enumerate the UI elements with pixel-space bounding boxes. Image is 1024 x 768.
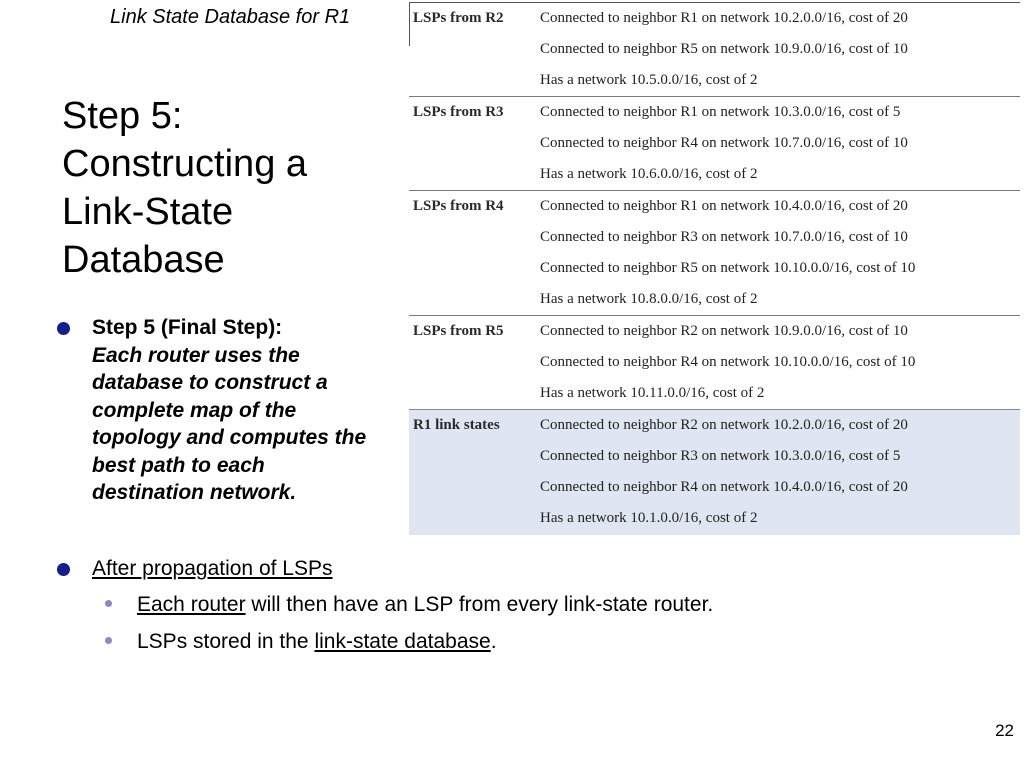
table-row: Connected to neighbor R1 on network 10.4.0.0/16, cost of 20 [540,198,908,214]
each-router-link: Each router [137,593,246,616]
sub-bullet-dot-icon [105,637,112,644]
page-number: 22 [995,721,1014,740]
group-label: LSPs from R3 [413,104,504,120]
table-row: Connected to neighbor R1 on network 10.3.0.0/16, cost of 5 [540,104,901,120]
title-line: Step 5: [62,95,183,137]
bullet-propagation-text: After propagation of LSPs [92,557,333,580]
bullet-body: Each router uses the database to construct a complete map of the topology and computes the best path to each destination network. [92,343,367,504]
sub-bullet-lsp-stored [137,628,497,655]
bullet-propagation [92,555,333,583]
title-line: Database [62,239,225,281]
header-title: Link State Database for R1 [110,6,351,28]
table-row: Connected to neighbor R1 on network 10.2.0.0/16, cost of 20 [540,10,908,26]
bullet-dot-icon [57,563,70,576]
bullet-lead: Step 5 (Final Step): [92,316,283,339]
sub-bullet-each-router [137,591,713,618]
table-row: Connected to neighbor R5 on network 10.10.0.0/16, cost of 10 [540,260,916,276]
sub-bullet-text: . [490,630,497,653]
table-row: Has a network 10.11.0.0/16, cost of 2 [540,385,765,401]
title-line: Link-State [62,191,234,233]
group-label: LSPs from R2 [413,10,504,26]
bullet-dot-icon [57,322,70,335]
lsp-group-r4 [409,190,1020,315]
table-row: Has a network 10.5.0.0/16, cost of 2 [540,72,758,88]
table-row: Has a network 10.8.0.0/16, cost of 2 [540,291,758,307]
sub-bullet-dot-icon [105,600,112,607]
table-row: Connected to neighbor R2 on network 10.9.0.0/16, cost of 10 [540,323,908,339]
table-row: Connected to neighbor R5 on network 10.9.0.0/16, cost of 10 [540,41,908,57]
sub-bullet-text: LSPs stored in the [137,630,315,653]
group-label: R1 link states [413,417,500,433]
slide-title [62,92,382,284]
link-state-database-table [409,2,1020,535]
table-row: Connected to neighbor R4 on network 10.10.0.0/16, cost of 10 [540,354,916,370]
bullet-final-step [92,314,377,507]
link-state-database-link: link-state database [314,630,491,653]
table-row: Connected to neighbor R4 on network 10.7.0.0/16, cost of 10 [540,135,908,151]
group-label: LSPs from R4 [413,198,504,214]
lsp-group-r3 [409,96,1020,190]
sub-bullet-text: will then have an LSP from every link-state router. [245,593,714,616]
lsp-group-r5 [409,315,1020,409]
table-row: Connected to neighbor R3 on network 10.3.0.0/16, cost of 5 [540,448,901,464]
table-row: Has a network 10.6.0.0/16, cost of 2 [540,166,758,182]
table-row: Has a network 10.1.0.0/16, cost of 2 [540,510,758,526]
table-row: Connected to neighbor R2 on network 10.2.0.0/16, cost of 20 [540,417,908,433]
lsp-group-r2 [409,2,1020,96]
title-line: Constructing a [62,143,308,185]
r1-link-states-group [409,409,1020,535]
table-row: Connected to neighbor R4 on network 10.4.0.0/16, cost of 20 [540,479,908,495]
table-row: Connected to neighbor R3 on network 10.7.0.0/16, cost of 10 [540,229,908,245]
group-label: LSPs from R5 [413,323,504,339]
